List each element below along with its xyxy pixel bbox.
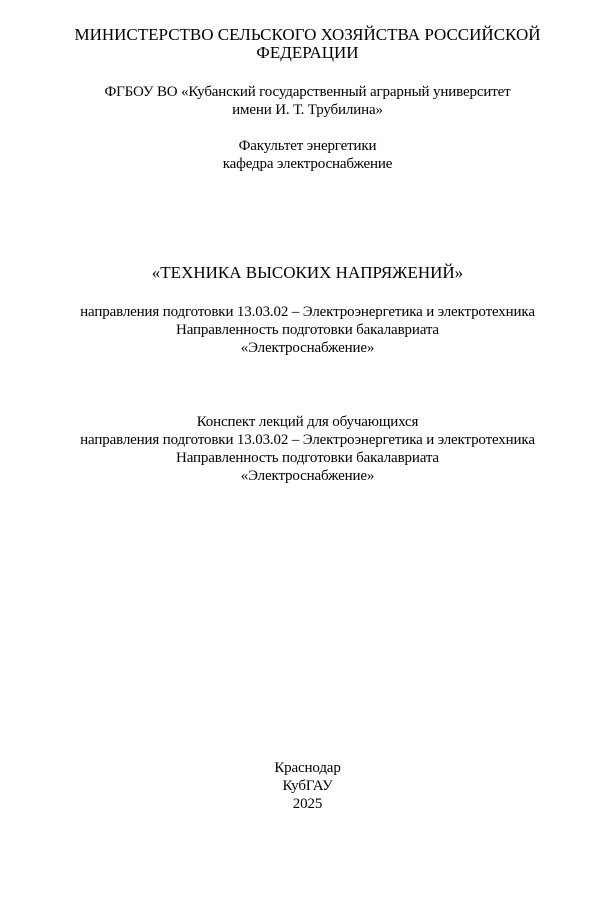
imprint-year: 2025 [292,796,323,812]
department-name: кафедра электроснабжение [222,156,393,172]
course-focus: Направленность подготовки бакалавриата [176,322,439,338]
imprint-publisher: КубГАУ [282,778,333,794]
faculty-block [0,137,615,173]
conspect-profile: «Электроснабжение» [240,468,375,484]
conspect-title: Конспект лекций для обучающихся [196,414,419,430]
ministry-heading [0,26,615,62]
university-heading [0,83,615,119]
conspect-focus: Направленность подготовки бакалавриата [176,450,439,466]
ministry-line-1: МИНИСТЕРСТВО СЕЛЬСКОГО ХОЗЯЙСТВА РОССИЙСКОЙ [74,25,541,44]
ministry-line-2: ФЕДЕРАЦИИ [256,43,359,62]
course-title [0,264,615,282]
imprint-city: Краснодар [274,760,341,776]
course-profile: «Электроснабжение» [240,340,375,356]
course-title-text: «ТЕХНИКА ВЫСОКИХ НАПРЯЖЕНИЙ» [151,263,464,282]
university-line-2: имени И. Т. Трубилина» [232,102,383,118]
conspect-block [0,413,615,485]
course-direction-block [0,303,615,357]
course-direction: направления подготовки 13.03.02 – Электроэнергетика и электротехника [80,304,535,320]
faculty-name: Факультет энергетики [238,138,377,154]
imprint-block [0,759,615,813]
university-line-1: ФГБОУ ВО «Кубанский государственный аграрный университет [104,84,511,100]
conspect-direction: направления подготовки 13.03.02 – Электроэнергетика и электротехника [80,432,535,448]
